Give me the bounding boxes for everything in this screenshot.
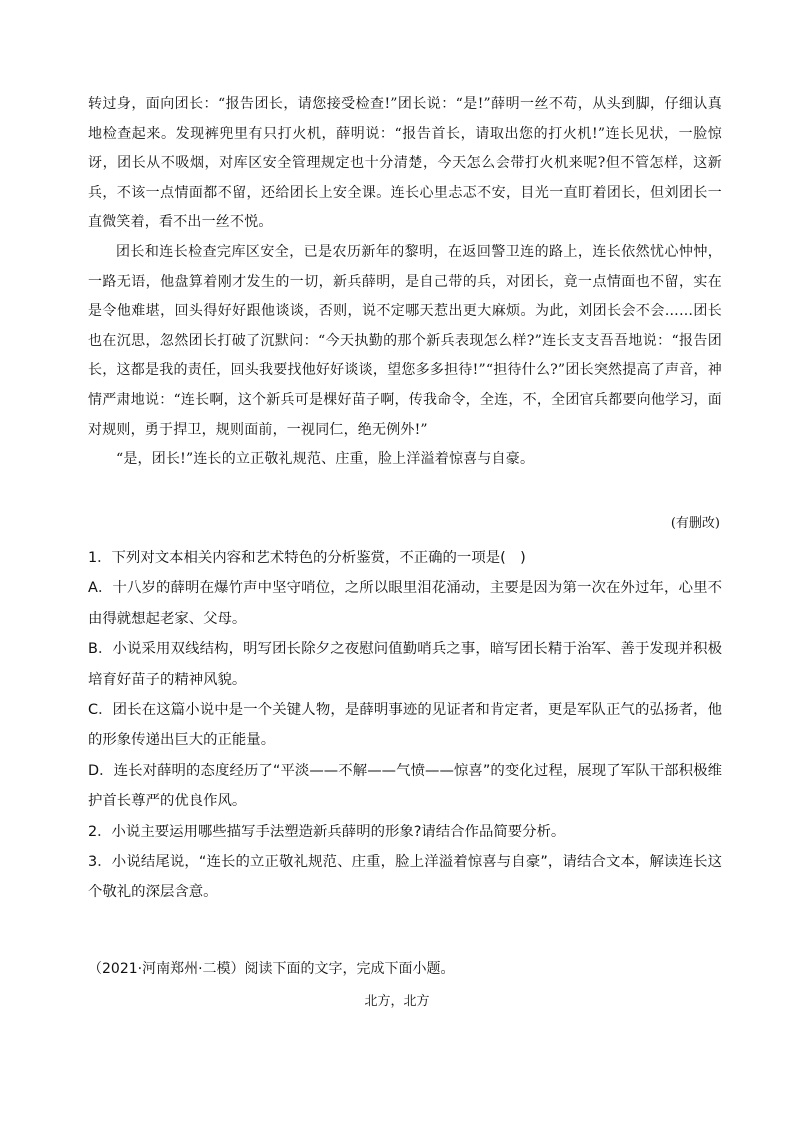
next-section-header: （2021·河南郑州·二模）阅读下面的文字，完成下面小题。 <box>88 961 455 977</box>
passage-paragraph-3: “是，团长!”连长的立正敬礼规范、庄重，脸上洋溢着惊喜与自豪。 <box>116 451 535 468</box>
question-3: 3．小说结尾说，“连长的立正敬礼规范、庄重，脸上洋溢着惊喜与自豪”，请结合文本，解读连长这个敬礼的深层含意。 <box>88 854 722 901</box>
option-a: A．十八岁的薛明在爆竹声中坚守哨位，之所以眼里泪花涌动，主要是因为第一次在外过年，心里不由得就想起老家、父母。 <box>88 580 722 627</box>
story-passage <box>88 90 722 475</box>
question-2: 2．小说主要运用哪些描写手法塑造新兵薛明的形象?请结合作品简要分析。 <box>88 823 566 840</box>
option-d: D．连长对薛明的态度经历了“平淡——不解——气愤——惊喜”的变化过程，展现了军队干部积极维护首长尊严的优良作风。 <box>88 762 722 810</box>
question-1: 1．下列对文本相关内容和艺术特色的分析鉴赏，不正确的一项是( ) <box>88 550 526 566</box>
option-c: C．团长在这篇小说中是一个关键人物，是薛明事迹的见证者和肯定者，更是军队正气的弘扬者，他的形象传递出巨大的正能量。 <box>88 702 722 749</box>
source-note: (有删改) <box>670 516 720 531</box>
next-section-title: 北方，北方 <box>364 994 430 1009</box>
option-b: B．小说采用双线结构，明写团长除夕之夜慰问值勤哨兵之事，暗写团长精于治军、善于发现并积极培育好苗子的精神风貌。 <box>88 641 722 688</box>
question-list <box>88 543 722 908</box>
passage-paragraph-1: 转过身，面向团长：“报告团长，请您接受检查!”团长说：“是!”薛明一丝不苟，从头到脚，仔细认真地检查起来。发现裤兜里有只打火机，薛明说：“报告首长，请取出您的打火机!”连长见状，一脸惊讶，团长从不吸烟，对库区安全管理规定也十分清楚，今天怎么会带打火机来呢?但不管怎样，这新兵，不该一点情面都不留，还给团长上安全课。连长心里忐忑不安，目光一直盯着团长，但刘团长一直微笑着，看不出一丝不悦。 <box>88 96 722 231</box>
passage-paragraph-2: 团长和连长检查完库区安全，已是农历新年的黎明，在返回警卫连的路上，连长依然忧心忡忡，一路无语，他盘算着刚才发生的一切，新兵薛明，是自己带的兵，对团长，竟一点情面也不留，实在是令他难堪，回头得好好跟他谈谈，否则，说不定哪天惹出更大麻烦。为此，刘团长会不会……团长也在沉思，忽然团长打破了沉默问：“今天执勤的那个新兵表现怎么样?”连长支支吾吾地说：“报告团长，这都是我的责任，回头我要找他好好谈谈，望您多多担待!”“担待什么?”团长突然提高了声音，神情严肃地说：“连长啊，这个新兵可是棵好苗子啊，传我命令，全连，不，全团官兵都要向他学习，面对规则，勇于捍卫，规则面前，一视同仁，绝无例外!” <box>88 243 722 438</box>
